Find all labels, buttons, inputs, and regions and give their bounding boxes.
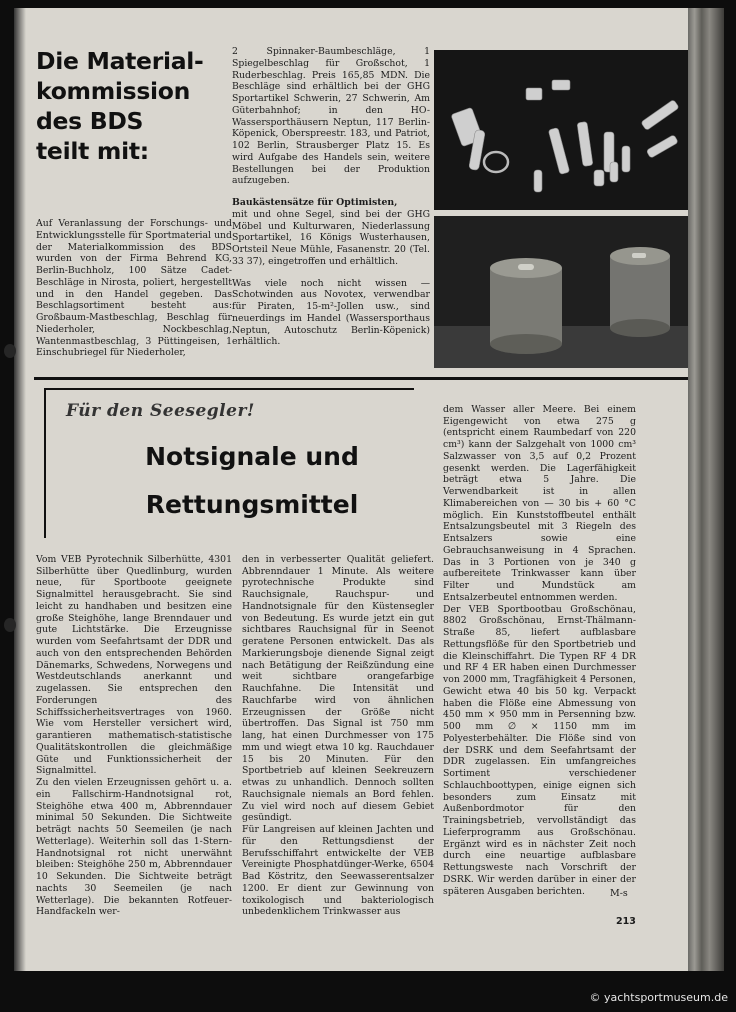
winches-illustration bbox=[434, 216, 690, 368]
binding-shadow bbox=[14, 8, 26, 971]
article-frame-left bbox=[44, 388, 46, 538]
article-column-1 bbox=[36, 542, 232, 930]
article-text-2: den in verbesserter Qualität geliefert. Abbrenndauer 1 Minute. Als weitere pyrotechnische Produkte sind Rauchsignale, Rauchspur- und Handnotsignale für den Küstensegler von Bedeutung. Es wurde jetzt ein gut sichtbares Rauchsignal für in Seenot geratene Personen entwickelt. Das als Markierungsboje dienende Signal zeigt nach Betätigung der Reißzündung eine weit sichtbare orangefarbige Rauchfahne. Die Intensität und Rauchfarbe wird von ähnlichen Erzeugnissen der Größe nicht übertroffen. Das Signal ist 750 mm lang, hat einen Durchmesser von 175 mm und wiegt etwa 10 kg. Rauchdauer 15 bis 20 Minuten. Für den Sportbetrieb auf kleinen Seekreuzern etwas zu unhandlich. Dennoch sollten Rauchsignale niemals an Bord fehlen. Zu viel wird noch auf diesem Gebiet gesündigt. Für Langreisen auf kleinen Jachten und für den Rettungsdienst der Berufsschiffahrt entwickelte der VEB Vereinigte Phosphatdünger-Werke, 6504 Bad Köstritz, den Seewasserentsalzer 1200. Er dient zur Gewinnung von toxikologisch und bakteriologisch unbedenklichem Trinkwasser aus bbox=[242, 553, 434, 918]
material-column-2 bbox=[232, 46, 430, 348]
section-divider bbox=[34, 377, 690, 380]
article-title-line-1: Notsignale und bbox=[145, 442, 359, 471]
article-text-3: dem Wasser aller Meere. Bei einem Eigengewicht von etwa 275 g (entspricht einem Raumbedarf von 220 cm³) kann der Salzgehalt von 1000 cm³ Salzwasser von 3,5 auf 0,2 Prozent gesenkt werden. Die Lagerfähigkeit beträgt etwa 5 Jahre. Die Verwendbarkeit ist in allen Klimabereichen von — 30 bis + 60 °C möglich. Ein Kunststoffbeutel enthält Entsalzungsbeutel mit 3 Riegeln des Entsalzers sowie eine Gebrauchsanweisung in 4 Sprachen. Das in 3 Portionen von je 340 g aufbereitete Trinkwasser kann über Filter und Mundstück am Entsalzerbeutel entnommen werden. Der VEB Sportbootbau Großschönau, 8802 Großschönau, Ernst-Thälmann-Straße 85, liefert aufblasbare Rettungsflöße für den Sportbetrieb und die Kleinschiffahrt. Die Typen RF 4 DR und RF 4 ER haben einen Durchmesser von 2000 mm, Tragfähigkeit 4 Personen, Gewicht etwa 40 bis 50 kg. Verpackt haben die Flöße eine Abmessung von 450 mm × 950 mm in Persenning bzw. 500 mm ∅ × 1150 mm im Polyesterbehälter. Die Flöße sind von der DSRK und dem Seefahrtsamt der DDR zugelassen. Ein umfangreiches Sortiment verschiedener Schlauchboottypen, einige eignen sich besonders zum Einsatz mit Außenbordmotor für den Trainingsbetrieb, vervollständigt das Lieferprogramm aus Großschönau. Ergänzt wird es in nächster Zeit noch durch eine neuartige aufblasbare Rettungsweste nach Vorschrift der DSRK. Wir werden darüber in einer der späteren Ausgaben berichten. bbox=[443, 403, 636, 897]
book-spine bbox=[688, 8, 724, 971]
optimist-paragraph: mit und ohne Segel, sind bei der GHG Möbel und Kulturwaren, Niederlassung Sportartikel, 16 Königs Wusterhausen, Ortsteil Neue Mühle, Fasanenstr. 20 (Tel. 33 37), eingetroffen und erhältlich. bbox=[232, 208, 430, 267]
article-text-1: Vom VEB Pyrotechnik Silberhütte, 4301 Silberhütte über Quedlinburg, wurden neue, für Sportboote geeignete Signalmittel herausgebracht. Sie sind leicht zu handhaben und besitzen eine große Steighöhe, lange Brenndauer und gute Lichtstärke. Die Erzeugnisse wurden vom Seefahrtsamt der DDR und auch von den entsprechenden Behörden Dänemarks, Schwedens, Norwegens und Westdeutschlands anerkannt und zugelassen. Sie entsprechen den Forderungen des Schiffssicherheitsvertrages von 1960. Wie vom Hersteller versichert wird, garantieren mathematisch-statistische Qualitätskontrollen die gleichmäßige Güte und Funktionssicherheit der Signalmittel. Zu den vielen Erzeugnissen gehört u. a. ein Fallschirm-Handnotsignal rot, Steighöhe etwa 400 m, Abbrenndauer minimal 50 Sekunden. Die Sichtweite beträgt nachts 50 Seemeilen (je nach Wetterlage). Weiterhin soll das 1-Stern-Handnotsignal rot nicht unerwähnt bleiben: Steighöhe 250 m, Abbrenndauer 10 Sekunden. Die Sichtweite beträgt nachts 30 Seemeilen (je nach Wetterlage). Die bekannten Rotfeuer-Handfackeln wer- bbox=[36, 553, 232, 918]
watermark: © yachtsportmuseum.de bbox=[589, 991, 728, 1004]
schotwinden-paragraph: Was viele noch nicht wissen — Schotwinden aus Novotex, verwendbar für Piraten, 15-m²-Jollen usw., sind neuerdings im Handel (Wassersporthaus Neptun, Autoschutz Berlin-Köpenick) erhältlich. bbox=[232, 277, 430, 348]
optimist-heading: Baukästensätze für Optimisten, bbox=[232, 197, 398, 208]
fittings-illustration bbox=[434, 50, 690, 210]
article-column-2 bbox=[242, 542, 434, 930]
magazine-page bbox=[14, 8, 698, 971]
fittings-photo bbox=[434, 50, 690, 210]
article-frame-top bbox=[44, 388, 414, 390]
material-headline: Die Material- kommission des BDS teilt mit: bbox=[36, 47, 204, 165]
material-paragraph-2: 2 Spinnaker-Baumbeschläge, 1 Spiegelbeschlag für Großschot, 1 Ruderbeschlag. Preis 165,85 MDN. Die Beschläge sind erhältlich bei der GHG Sportartikel Schwerin, 27 Schwerin, Am Güterbahnhof; in den HO-Wassersporthäusern Neptun, 117 Berlin-Köpenick, Oberspreestr. 183, und Patriot, 102 Berlin, Strausberger Platz 15. Es wird Aufgabe des Handels sein, weitere Bestellungen bei der Produktion aufzugeben. bbox=[232, 46, 430, 187]
material-paragraph-1: Auf Veranlassung der Forschungs- und Entwicklungsstelle für Sportmaterial und der Materialkommission des BDS wurden von der Firma Behrend KG, Berlin-Buchholz, 100 Sätze Cadet-Beschläge in Nirosta, poliert, hergestellt und in den Handel gegeben. Das Beschlagsortiment besteht aus: Großbaum-Mastbeschlag, Beschlag für Niederholer, Nockbeschlag, Wantenmastbeschlag, 3 Püttingeisen, 1 Einschubriegel für Niederholer, bbox=[36, 218, 232, 359]
author-signature: M-s bbox=[610, 888, 628, 899]
page-number: 213 bbox=[616, 916, 636, 927]
seesegler-kicker: Für den Seesegler! bbox=[66, 401, 255, 421]
material-column-1 bbox=[36, 218, 232, 359]
winches-photo bbox=[434, 216, 690, 368]
article-title-line-2: Rettungsmittel bbox=[145, 490, 359, 519]
binding-hole bbox=[4, 344, 16, 358]
binding-hole bbox=[4, 618, 16, 632]
article-column-3 bbox=[443, 392, 636, 909]
